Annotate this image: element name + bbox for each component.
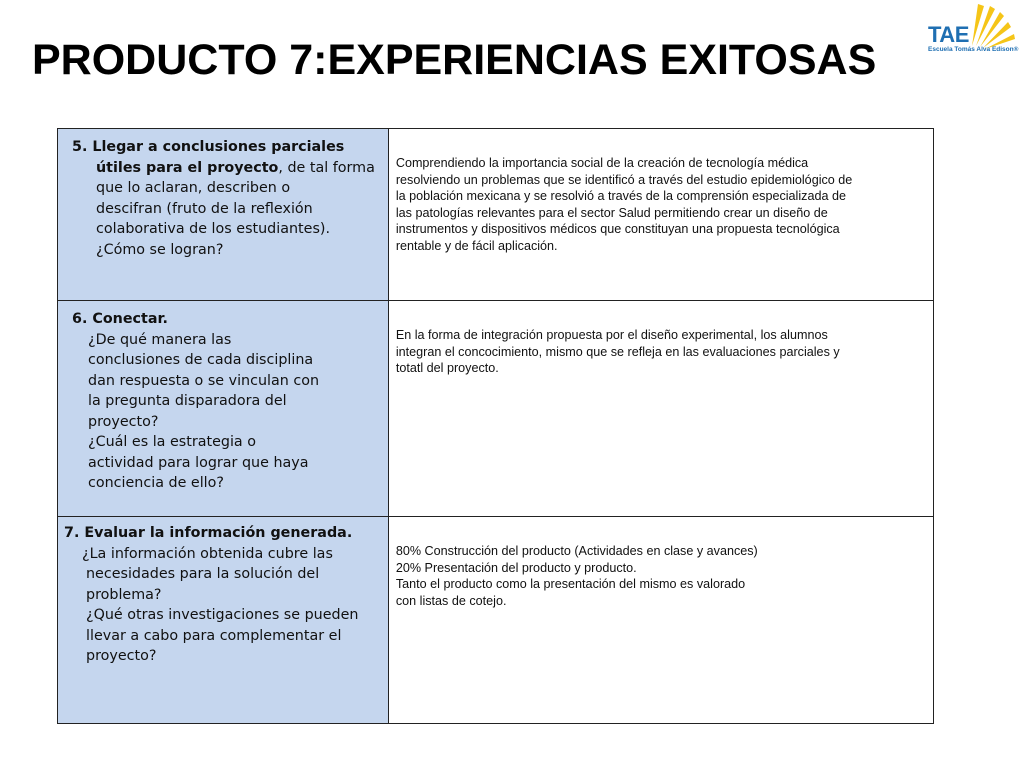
answer-line: totatl del proyecto. bbox=[395, 361, 499, 376]
answer-line: instrumentos y dispositivos médicos que constituyan una propuesta tecnológica bbox=[395, 222, 840, 237]
answer-line: rentable y de fácil aplicación. bbox=[395, 238, 558, 253]
experiences-table bbox=[57, 128, 934, 724]
question-line: colaborativa de los estudiantes). bbox=[96, 221, 331, 237]
logo-name: TAE bbox=[928, 22, 969, 47]
answer-line: Tanto el producto como la presentación del mismo es valorado bbox=[395, 577, 746, 592]
answer-line: integran el concocimiento, mismo que se refleja en las evaluaciones parciales y bbox=[395, 344, 840, 359]
question-heading-line: útiles para el proyecto, de tal forma bbox=[96, 159, 375, 176]
question-cell bbox=[58, 129, 389, 301]
table-row bbox=[58, 129, 934, 301]
answer-line: con listas de cotejo. bbox=[395, 593, 507, 608]
question-heading: 6. Conectar. bbox=[72, 311, 168, 327]
question-line: proyecto? bbox=[88, 413, 159, 430]
table-row bbox=[58, 301, 934, 517]
question-line: la pregunta disparadora del bbox=[88, 393, 287, 409]
logo-subtitle: Escuela Tomás Alva Edison® bbox=[928, 46, 1019, 53]
question-line: ¿Cuál es la estrategia o bbox=[88, 434, 256, 450]
question-cell bbox=[58, 517, 389, 724]
question-line: dan respuesta o se vinculan con bbox=[88, 372, 320, 389]
answer-line: En la forma de integración propuesta por el diseño experimental, los alumnos bbox=[395, 328, 828, 342]
question-line: proyecto? bbox=[86, 648, 157, 664]
answer-cell bbox=[388, 517, 933, 724]
answer-line: las patologías relevantes para el sector Salud permitiendo crear un diseño de bbox=[395, 205, 828, 220]
question-line: descifran (fruto de la reflexión bbox=[96, 200, 313, 217]
answer-line: 20% Presentación del producto y producto. bbox=[395, 560, 637, 575]
tae-logo bbox=[918, 2, 1018, 64]
question-line: ¿De qué manera las bbox=[88, 331, 232, 348]
answer-cell bbox=[388, 129, 933, 301]
question-line: ¿La información obtenida cubre las bbox=[82, 545, 333, 562]
answer-line: la población mexicana y se resolvió a través de la comprensión especializada de bbox=[395, 189, 846, 204]
answer-cell bbox=[388, 301, 933, 517]
answer-line: 80% Construcción del producto (Actividades en clase y avances) bbox=[395, 544, 758, 558]
question-heading: 5. Llegar a conclusiones parciales bbox=[72, 139, 345, 155]
question-cell bbox=[58, 301, 389, 517]
question-line: ¿Qué otras investigaciones se pueden bbox=[86, 607, 359, 623]
table-row bbox=[58, 517, 934, 724]
question-line: problema? bbox=[86, 586, 162, 603]
question-line: llevar a cabo para complementar el bbox=[86, 627, 342, 644]
answer-line: resolviendo un problemas que se identificó a través del estudio epidemiológico de bbox=[395, 172, 853, 187]
question-line: conclusiones de cada disciplina bbox=[88, 352, 314, 368]
page-title: PRODUCTO 7:EXPERIENCIAS EXITOSAS bbox=[32, 36, 877, 84]
question-line: que lo aclaran, describen o bbox=[96, 180, 291, 196]
question-line: conciencia de ello? bbox=[88, 475, 224, 491]
sunburst-logo-icon bbox=[968, 2, 1018, 52]
question-line: actividad para lograr que haya bbox=[88, 454, 309, 471]
answer-line: Comprendiendo la importancia social de la creación de tecnología médica bbox=[395, 156, 809, 170]
question-heading: 7. Evaluar la información generada. bbox=[64, 525, 353, 541]
question-line: ¿Cómo se logran? bbox=[96, 241, 224, 258]
question-line: necesidades para la solución del bbox=[86, 566, 320, 582]
